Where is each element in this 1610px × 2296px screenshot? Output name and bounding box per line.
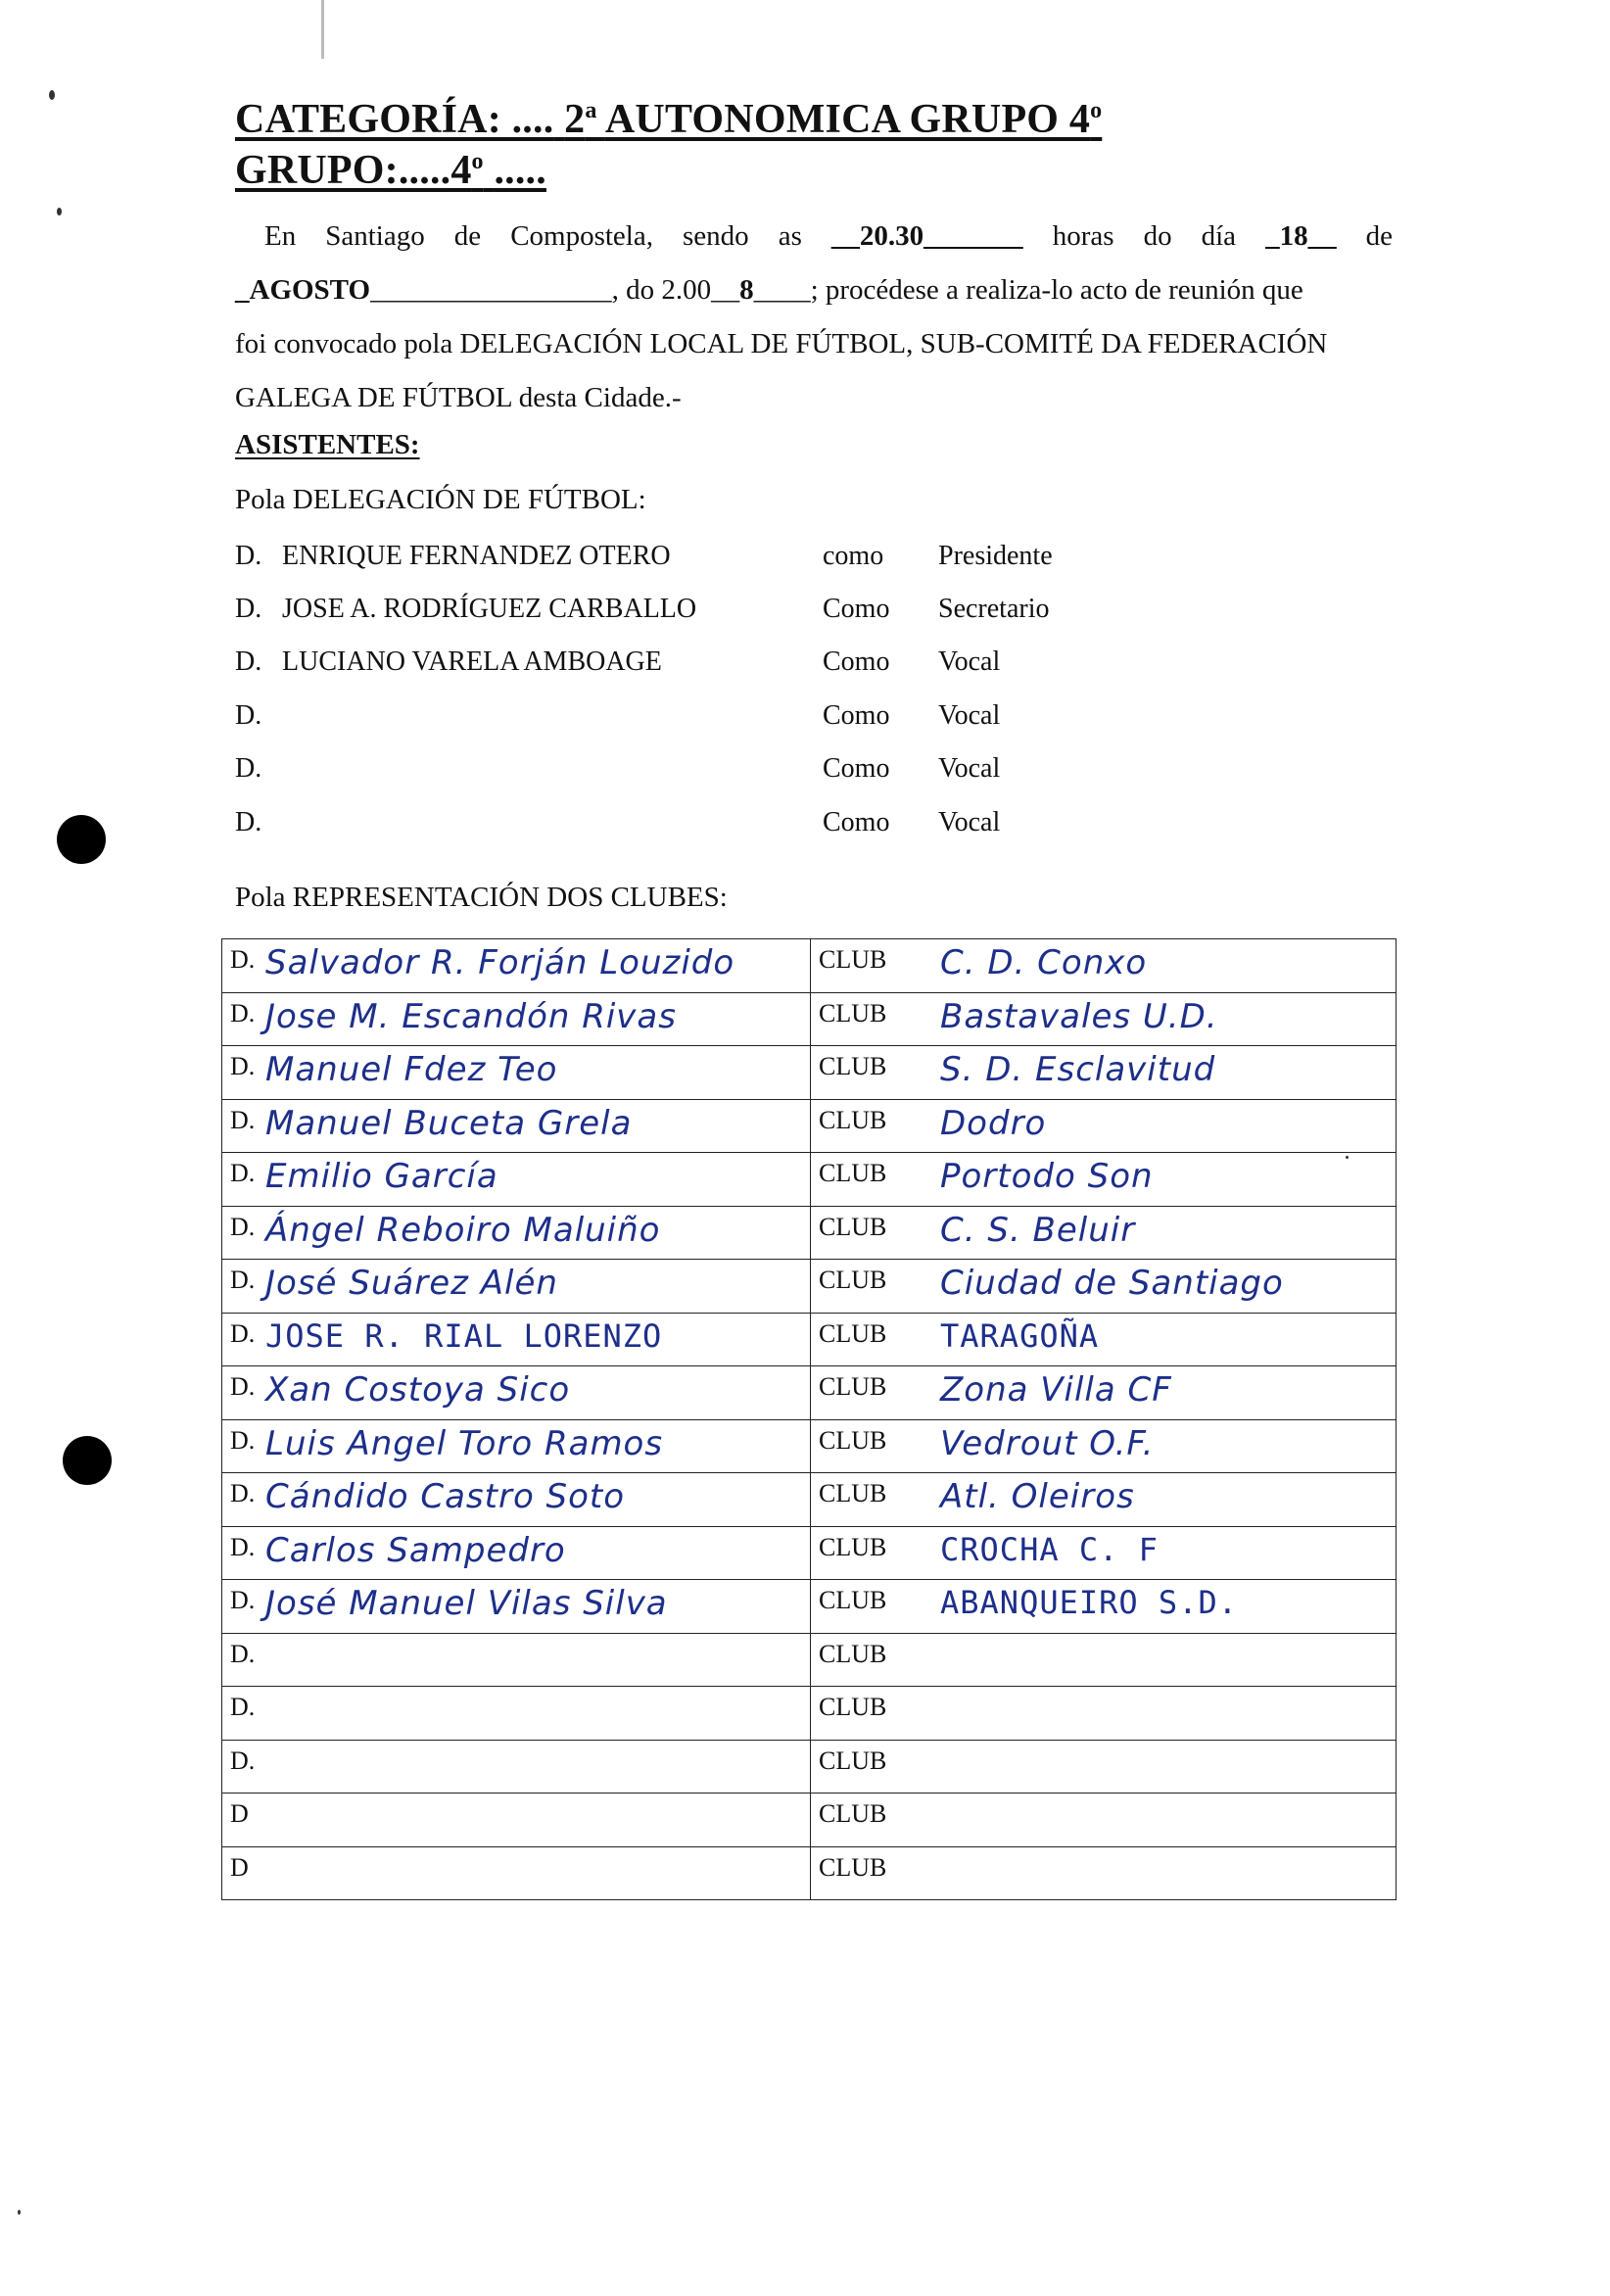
club-label: CLUB — [819, 1372, 887, 1401]
club-cell — [811, 1099, 1397, 1153]
handwritten-club: ABANQUEIRO S.D. — [940, 1584, 1238, 1621]
scan-speck — [18, 2210, 21, 2215]
row-prefix: D. — [230, 1159, 256, 1187]
row-prefix: D. — [230, 1105, 256, 1134]
representative-cell — [222, 939, 811, 993]
member-como: Como — [823, 594, 890, 624]
handwritten-club: Ciudad de Santiago — [940, 1264, 1284, 1303]
member-name: ENRIQUE FERNANDEZ OTERO — [282, 541, 671, 571]
club-label: CLUB — [819, 1479, 887, 1507]
intro-word: horas — [1052, 220, 1114, 252]
delegation-member — [235, 541, 1214, 580]
club-cell — [811, 1794, 1397, 1847]
representative-cell — [222, 1740, 811, 1794]
row-prefix: D. — [230, 1425, 256, 1455]
grupo-label: GRUPO:.....4 — [235, 148, 472, 193]
table-row — [222, 1419, 1397, 1473]
binder-hole — [63, 1436, 112, 1485]
intro-line-4 — [235, 371, 1393, 425]
club-cell — [811, 1046, 1397, 1100]
club-label: CLUB — [819, 1639, 887, 1668]
mes-line: _________________, do 2.00__ — [370, 274, 740, 306]
clubs-label: Pola REPRESENTACIÓN DOS CLUBES: — [235, 882, 728, 913]
handwritten-club: S. D. Esclavitud — [940, 1050, 1216, 1089]
representative-cell — [222, 1526, 811, 1580]
member-como: Como — [823, 646, 890, 677]
grupo-trail: ..... — [494, 148, 546, 193]
delegation-member — [235, 700, 1214, 740]
row-prefix: D. — [230, 1586, 256, 1614]
member-prefix: D. — [235, 753, 262, 784]
handwritten-name: Jose M. Escandón Rivas — [265, 996, 677, 1036]
table-row — [222, 1687, 1397, 1741]
club-cell — [811, 1260, 1397, 1314]
mes-value: _AGOSTO — [235, 274, 371, 306]
categoria-value: AUTONOMICA GRUPO 4 — [604, 97, 1091, 142]
club-cell — [811, 1313, 1397, 1366]
row-prefix: D. — [230, 1639, 256, 1668]
row-prefix: D. — [230, 1693, 256, 1721]
handwritten-name: Emilio García — [265, 1157, 498, 1196]
club-label: CLUB — [819, 945, 887, 974]
handwritten-club: C. D. Conxo — [940, 943, 1148, 982]
delegacion-label: Pola DELEGACIÓN DE FÚTBOL: — [235, 484, 646, 515]
representative-cell — [222, 1419, 811, 1473]
member-como: Como — [823, 753, 890, 784]
grupo-title — [235, 147, 546, 194]
table-row — [222, 1740, 1397, 1794]
club-label: CLUB — [819, 998, 887, 1028]
table-row — [222, 1313, 1397, 1366]
handwritten-club: Atl. Oleiros — [940, 1477, 1135, 1516]
club-cell — [811, 992, 1397, 1046]
intro-word: Compostela, — [510, 220, 653, 252]
club-cell — [811, 1419, 1397, 1473]
categoria-number: 2 — [564, 97, 586, 142]
handwritten-club: CROCHA C. F — [940, 1530, 1159, 1568]
handwritten-club: C. S. Beluir — [940, 1210, 1136, 1250]
club-cell — [811, 1740, 1397, 1794]
club-label: CLUB — [819, 1159, 887, 1187]
row-prefix: D — [230, 1799, 249, 1828]
handwritten-name: JOSE R. RIAL LORENZO — [265, 1316, 663, 1355]
intro-line-2-rest: ____; procédese a realiza-lo acto de reunión que — [753, 274, 1303, 306]
delegation-member — [235, 594, 1214, 633]
handwritten-name: Cándido Castro Soto — [265, 1477, 626, 1516]
table-row — [222, 1794, 1397, 1847]
member-prefix: D. — [235, 594, 262, 624]
representative-cell — [222, 992, 811, 1046]
asistentes-heading: ASISTENTES: — [235, 429, 420, 460]
club-cell — [811, 1206, 1397, 1260]
row-prefix: D. — [230, 1372, 256, 1401]
table-row — [222, 939, 1397, 993]
representative-cell — [222, 1366, 811, 1420]
representative-cell — [222, 1099, 811, 1153]
member-role: Presidente — [938, 541, 1053, 571]
row-prefix: D. — [230, 1052, 256, 1080]
representative-cell — [222, 1153, 811, 1207]
intro-word: Santiago — [325, 220, 425, 252]
categoria-label: CATEGORÍA: .... — [235, 97, 554, 142]
table-row — [222, 1099, 1397, 1153]
ano-value: 8 — [739, 274, 754, 306]
representative-cell — [222, 1473, 811, 1527]
scan-speck — [49, 90, 55, 100]
intro-word: de — [453, 220, 482, 252]
handwritten-club: Dodro — [940, 1103, 1047, 1143]
hora-value: __20.30_______ — [830, 220, 1023, 252]
scan-speck — [57, 208, 62, 215]
clubs-table — [221, 938, 1397, 1900]
club-label: CLUB — [819, 1799, 887, 1828]
club-cell — [811, 1687, 1397, 1741]
representative-cell — [222, 1260, 811, 1314]
table-row — [222, 1046, 1397, 1100]
intro-word: día — [1201, 220, 1237, 252]
intro-line-1 — [235, 210, 1393, 263]
club-label: CLUB — [819, 1318, 887, 1348]
member-role: Vocal — [938, 753, 1001, 784]
handwritten-name: Ángel Reboiro Maluiño — [265, 1210, 661, 1250]
club-label: CLUB — [819, 1746, 887, 1775]
club-cell — [811, 1846, 1397, 1900]
handwritten-club: TARAGOÑA — [940, 1316, 1100, 1355]
delegation-member — [235, 807, 1214, 846]
delegation-member — [235, 753, 1214, 792]
member-role: Vocal — [938, 700, 1001, 731]
member-role: Secretario — [938, 594, 1050, 624]
intro-line-2 — [235, 263, 1393, 317]
intro-word: En — [264, 220, 297, 252]
handwritten-name: Manuel Buceta Grela — [265, 1103, 633, 1143]
table-row — [222, 1846, 1397, 1900]
table-row — [222, 1366, 1397, 1420]
member-role: Vocal — [938, 807, 1001, 837]
row-prefix: D. — [230, 1746, 256, 1775]
member-como: como — [823, 541, 884, 571]
club-label: CLUB — [819, 1852, 887, 1882]
table-row — [222, 1153, 1397, 1207]
representative-cell — [222, 1313, 811, 1366]
table-row — [222, 1633, 1397, 1687]
handwritten-name: Luis Angel Toro Ramos — [265, 1423, 664, 1463]
categoria-superscript: a — [585, 98, 597, 123]
representative-cell — [222, 1794, 811, 1847]
row-prefix: D. — [230, 1532, 256, 1561]
member-name: LUCIANO VARELA AMBOAGE — [282, 646, 662, 677]
member-name: JOSE A. RODRÍGUEZ CARBALLO — [282, 594, 697, 624]
member-como: Como — [823, 700, 890, 731]
binder-hole — [57, 815, 106, 864]
intro-word: do — [1143, 220, 1172, 252]
table-row — [222, 992, 1397, 1046]
club-cell — [811, 1153, 1397, 1207]
representative-cell — [222, 1846, 811, 1900]
intro-word: as — [778, 220, 802, 252]
club-cell — [811, 1633, 1397, 1687]
handwritten-club: Vedrout O.F. — [940, 1423, 1155, 1463]
representative-cell — [222, 1687, 811, 1741]
clubs-table-body — [222, 939, 1397, 1900]
representative-cell — [222, 1046, 811, 1100]
member-como: Como — [823, 807, 890, 837]
table-row — [222, 1206, 1397, 1260]
representative-cell — [222, 1580, 811, 1634]
club-label: CLUB — [819, 1105, 887, 1134]
intro-line-3-text: foi convocado pola DELEGACIÓN LOCAL DE FÚTBOL, SUB-COMITÉ DA FEDERACIÓN — [235, 328, 1328, 359]
club-label: CLUB — [819, 1052, 887, 1080]
club-cell — [811, 1526, 1397, 1580]
member-prefix: D. — [235, 541, 262, 571]
club-label: CLUB — [819, 1586, 887, 1614]
club-label: CLUB — [819, 1212, 887, 1241]
handwritten-name: José Suárez Alén — [265, 1264, 558, 1303]
categoria-value-sup: o — [1090, 98, 1103, 123]
representative-cell — [222, 1206, 811, 1260]
club-cell — [811, 1473, 1397, 1527]
club-label: CLUB — [819, 1266, 887, 1294]
row-prefix: D. — [230, 1479, 256, 1507]
member-role: Vocal — [938, 646, 1001, 677]
row-prefix: D. — [230, 945, 256, 974]
row-prefix: D. — [230, 1266, 256, 1294]
member-prefix: D. — [235, 646, 262, 677]
row-prefix: D. — [230, 1318, 256, 1348]
handwritten-name: Manuel Fdez Teo — [265, 1050, 558, 1089]
member-prefix: D. — [235, 700, 262, 731]
handwritten-name: José Manuel Vilas Silva — [265, 1584, 668, 1623]
intro-line-3 — [235, 317, 1393, 371]
table-row — [222, 1473, 1397, 1527]
handwritten-name: Salvador R. Forján Louzido — [265, 943, 735, 982]
grupo-sup: o — [471, 149, 484, 174]
handwritten-club: Bastavales U.D. — [940, 996, 1218, 1036]
member-prefix: D. — [235, 807, 262, 837]
intro-line-4-text: GALEGA DE FÚTBOL desta Cidade.- — [235, 382, 682, 413]
handwritten-club: Zona Villa CF — [940, 1370, 1172, 1410]
club-cell — [811, 1580, 1397, 1634]
scan-artifact — [321, 0, 324, 59]
club-cell — [811, 1366, 1397, 1420]
handwritten-name: Xan Costoya Sico — [265, 1370, 571, 1410]
row-prefix: D. — [230, 1212, 256, 1241]
handwritten-name: Carlos Sampedro — [265, 1530, 566, 1570]
club-label: CLUB — [819, 1425, 887, 1455]
intro-paragraph — [235, 210, 1393, 425]
categoria-title — [235, 96, 1102, 143]
club-label: CLUB — [819, 1532, 887, 1561]
handwritten-club: Portodo Son — [940, 1157, 1154, 1196]
dia-value: _18__ — [1265, 220, 1337, 252]
table-row — [222, 1526, 1397, 1580]
intro-word: sendo — [683, 220, 749, 252]
intro-word: de — [1365, 220, 1393, 252]
row-prefix: D — [230, 1852, 249, 1882]
club-cell — [811, 939, 1397, 993]
table-row — [222, 1580, 1397, 1634]
delegation-member — [235, 646, 1214, 686]
row-prefix: D. — [230, 998, 256, 1028]
representative-cell — [222, 1633, 811, 1687]
table-row — [222, 1260, 1397, 1314]
club-label: CLUB — [819, 1693, 887, 1721]
